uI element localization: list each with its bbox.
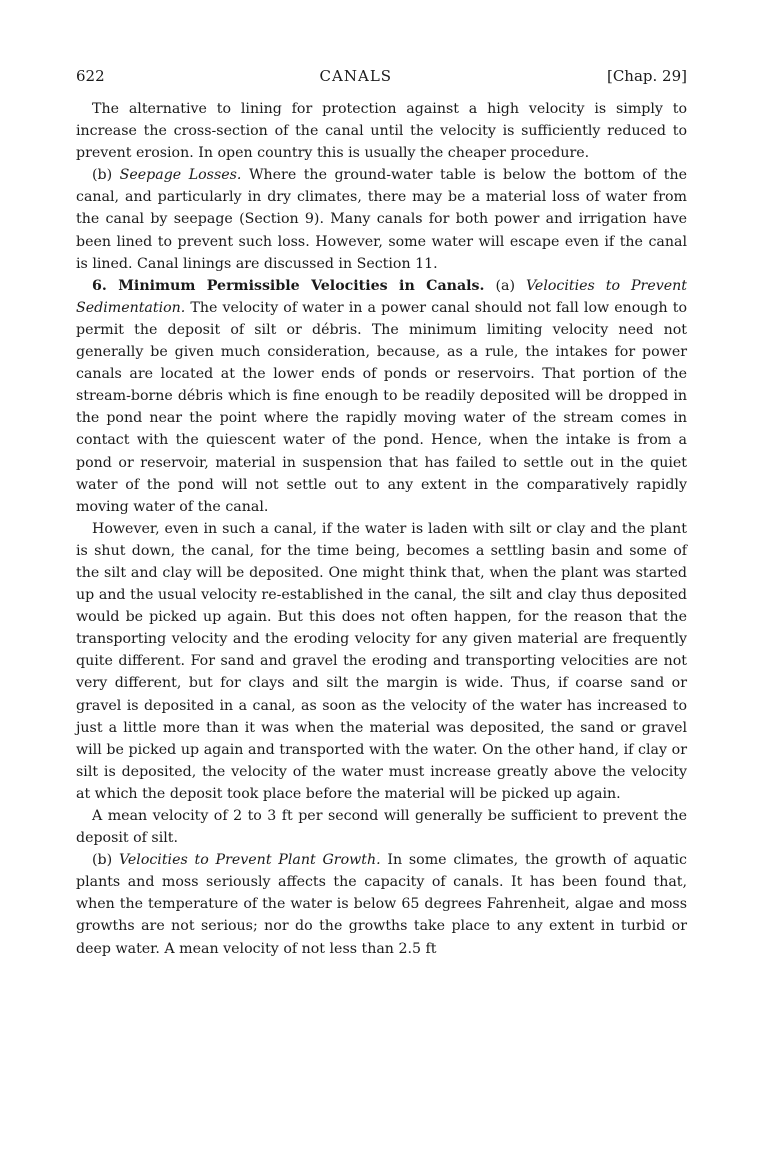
subsection-heading: Velocities to Prevent Sedimentation. bbox=[76, 277, 687, 316]
paragraph-minimum-velocities bbox=[76, 275, 687, 518]
chapter-label: [Chap. 29] bbox=[606, 67, 687, 85]
paragraph-plant-growth bbox=[76, 849, 687, 959]
body-text bbox=[76, 98, 687, 960]
paragraph-lining-alternative bbox=[76, 98, 687, 164]
subsection-label: (b) bbox=[92, 852, 113, 869]
paragraph-settling-basin bbox=[76, 518, 687, 805]
running-head bbox=[76, 66, 687, 86]
section-heading: 6. Minimum Permissible Velocities in Canals. bbox=[92, 277, 485, 294]
paragraph-seepage-losses bbox=[76, 164, 687, 274]
subsection-label: (a) bbox=[495, 277, 515, 294]
subsection-heading: Seepage Losses. bbox=[119, 167, 242, 184]
chapter-title: CANALS bbox=[319, 67, 393, 85]
paragraph-text: In some climates, the growth of aquatic plants and moss seriously affects the capacity of canals. It has been found that, when the temperature of the water is below 65 degrees Fahrenheit, algae and moss growths are not serious; nor do the growths take place to any extent in turbid or deep water. A mean velocity of not less than 2.5 ft bbox=[76, 852, 688, 957]
paragraph-mean-velocity-silt bbox=[76, 805, 687, 849]
page-number: 622 bbox=[76, 67, 105, 85]
paragraph-text: The alternative to lining for protection against a high velocity is simply to increase the cross-section of the canal until the velocity is sufficiently reduced to prevent erosion. In open country this is usually the cheaper procedure. bbox=[76, 101, 687, 162]
subsection-heading: Velocities to Prevent Plant Growth. bbox=[118, 852, 381, 869]
paragraph-text: A mean velocity of 2 to 3 ft per second will generally be sufficient to prevent the deposit of silt. bbox=[76, 808, 687, 847]
subsection-label: (b) bbox=[92, 167, 113, 184]
paragraph-text: Where the ground-water table is below the bottom of the canal, and particularly in dry climates, there may be a material loss of water from the canal by seepage (Section 9). Many canals for both power and irrigation have been lined to prevent such loss. However, some water will escape even if the canal is lined. Canal linings are discussed in Section 11. bbox=[76, 167, 687, 272]
paragraph-text: The velocity of water in a power canal should not fall low enough to permit the deposit of silt or débris. The minimum limiting velocity need not generally be given much consideration, because, as a rule, the intakes for power canals are located at the lower ends of ponds or reservoirs. That portion of the stream-borne débris which is fine enough to be readily deposited will be dropped in the pond near the point where the rapidly moving water of the stream comes in contact with the quiescent water of the pond. Hence, when the intake is from a pond or reservoir, material in suspension that has failed to settle out in the quiet water of the pond will not settle out to any extent in the comparatively rapidly moving water of the canal. bbox=[76, 299, 688, 515]
book-page bbox=[76, 66, 687, 960]
paragraph-text: However, even in such a canal, if the water is laden with silt or clay and the plant is shut down, the canal, for the time being, becomes a settling basin and some of the silt and clay will be deposited. One might think that, when the plant was started up and the usual velocity re-established in the canal, the silt and clay thus deposited would be picked up again. But this does not often happen, for the reason that the transporting velocity and the eroding velocity for any given material are frequently quite different. For sand and gravel the eroding and transporting velocities are not very different, but for clays and silt the margin is wide. Thus, if coarse sand or gravel is deposited in a canal, as soon as the velocity of the water has increased to just a little more than it was when the material was deposited, the sand or gravel will be picked up again and transported with the water. On the other hand, if clay or silt is deposited, the velocity of the water must increase greatly above the velocity at which the deposit took place before the material will be picked up again. bbox=[76, 520, 687, 802]
